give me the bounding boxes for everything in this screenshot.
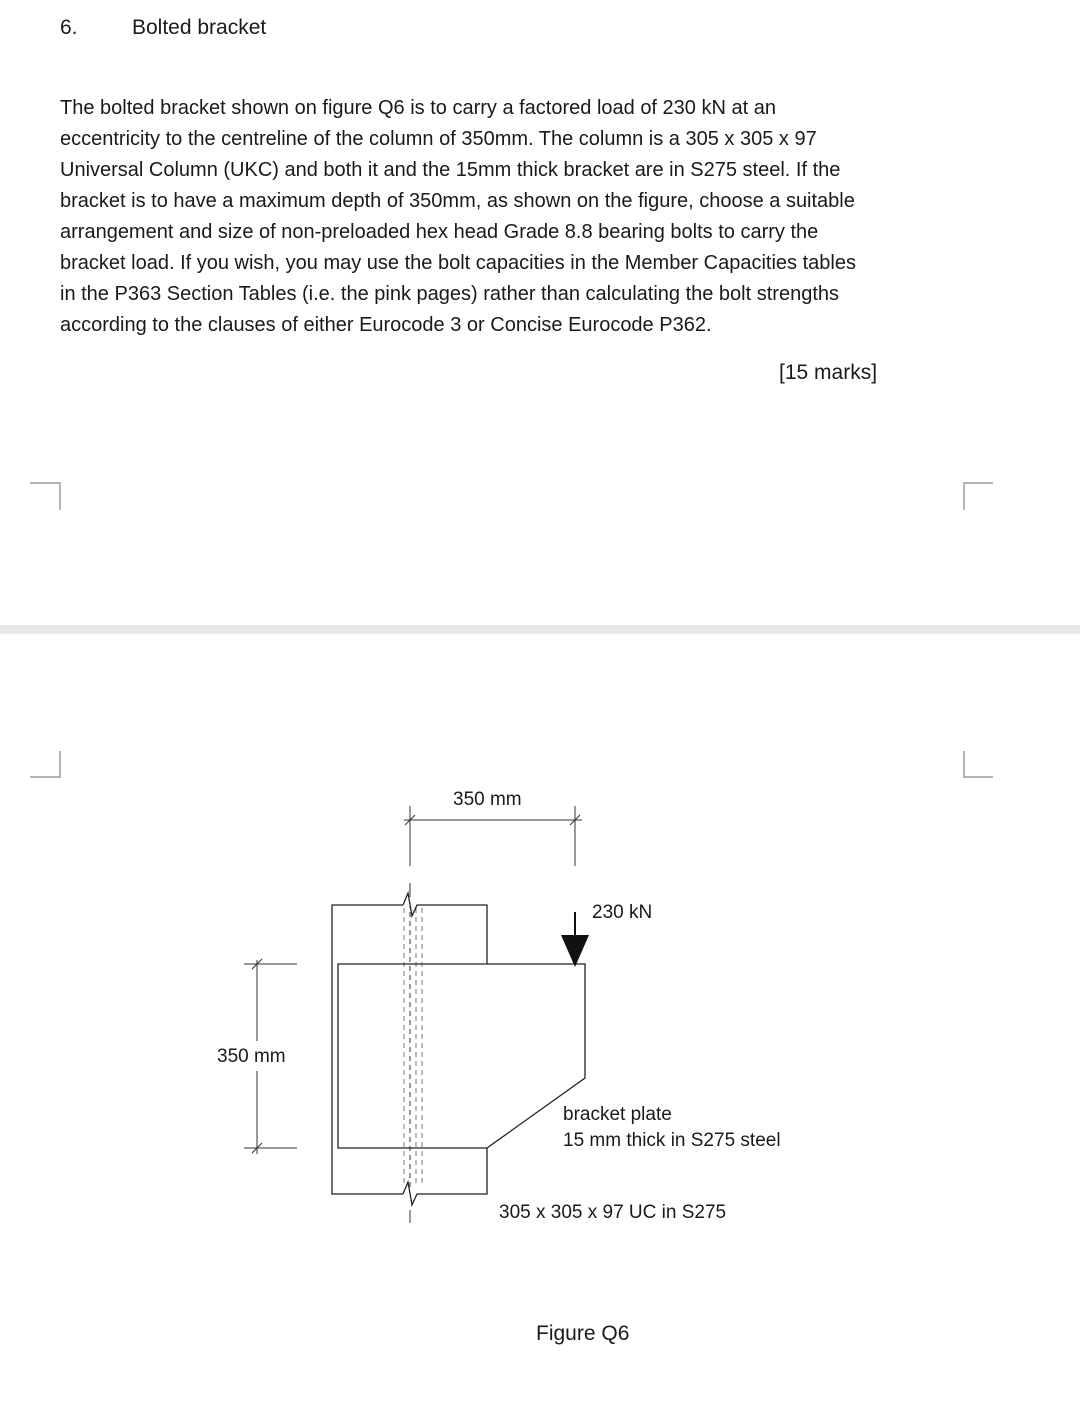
question-line: bracket is to have a maximum depth of 350mm, as shown on the figure, choose a suitable [60,190,855,212]
question-line: arrangement and size of non-preloaded hex head Grade 8.8 bearing bolts to carry the [60,221,819,243]
bracket-label-line2: 15 mm thick in S275 steel [563,1130,781,1151]
dimension-horizontal-label: 350 mm [453,789,522,810]
crop-mark-bottom-left [30,751,60,777]
question-line: Universal Column (UKC) and both it and the 15mm thick bracket are in S275 steel. If the [60,159,841,181]
question-line: bracket load. If you wish, you may use the bolt capacities in the Member Capacities tables [60,252,856,274]
bracket-label-line1: bracket plate [563,1104,672,1125]
horizontal-dimension [404,806,582,866]
crop-mark-top-right [964,483,993,510]
question-title: Bolted bracket [132,16,267,39]
crop-mark-bottom-right [964,751,993,777]
column-centreline [404,883,422,1223]
load-label: 230 kN [592,902,653,923]
question-line: in the P363 Section Tables (i.e. the pink pages) rather than calculating the bolt strengths [60,283,840,305]
load-arrow [561,912,589,967]
crop-marks [30,483,993,777]
question-number: 6. [60,16,78,39]
crop-mark-top-left [30,483,60,510]
question-line: according to the clauses of either Eurocode 3 or Concise Eurocode P362. [60,314,712,336]
figure-caption: Figure Q6 [536,1322,630,1345]
question-line: eccentricity to the centreline of the column of 350mm. The column is a 305 x 305 x 97 [60,128,817,150]
column-label: 305 x 305 x 97 UC in S275 [499,1202,727,1223]
question-line: The bolted bracket shown on figure Q6 is to carry a factored load of 230 kN at an [60,97,776,119]
dimension-vertical-label: 350 mm [217,1046,286,1067]
bracket-plate [338,964,585,1148]
marks-label: [15 marks] [779,361,878,384]
